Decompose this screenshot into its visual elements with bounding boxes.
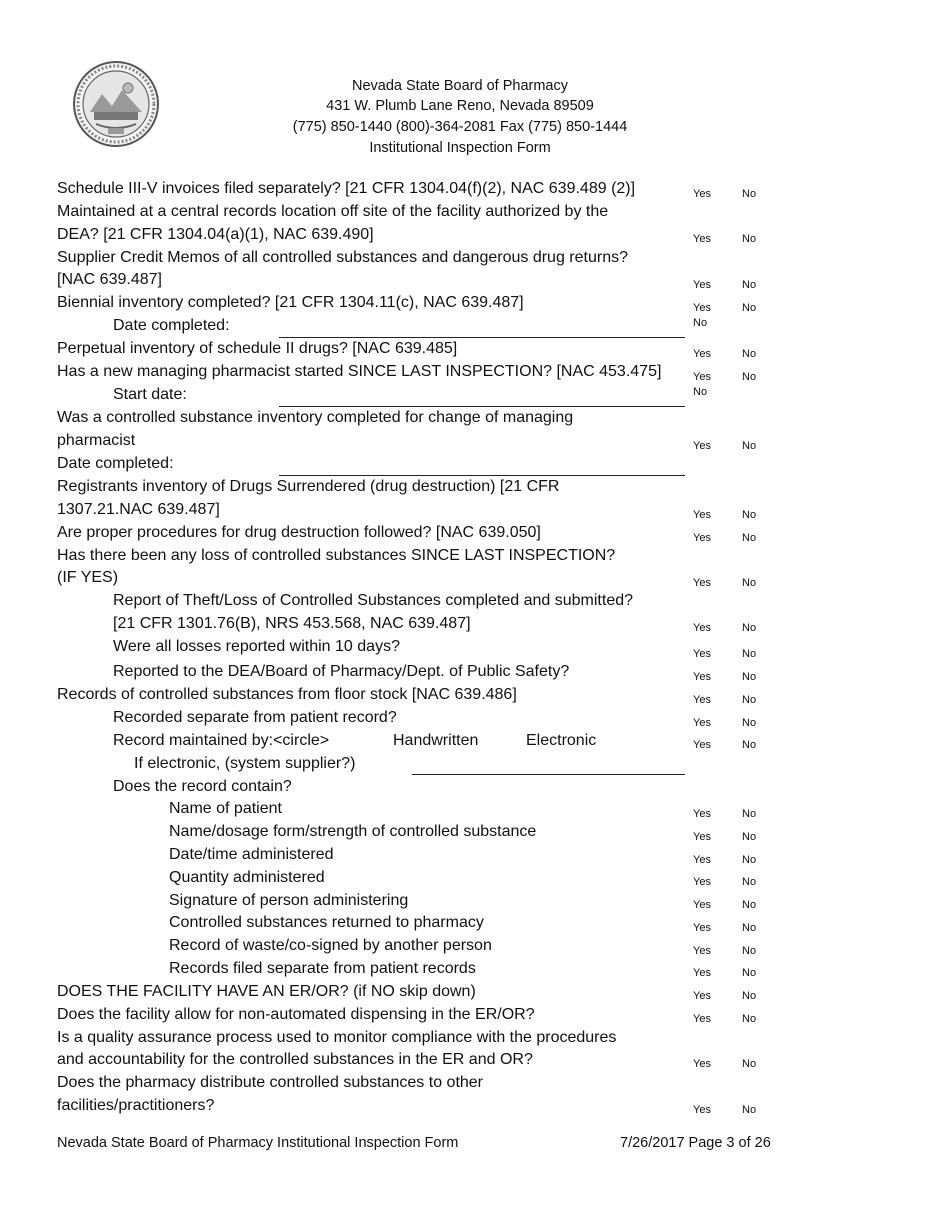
header-phone: (775) 850-1440 (800)-364-2081 Fax (775) 850-1444: [292, 119, 628, 135]
no-option[interactable]: No: [742, 899, 757, 911]
yes-option[interactable]: Yes: [693, 648, 711, 660]
no-option[interactable]: No: [742, 648, 757, 660]
field-label: Date completed:: [57, 455, 174, 472]
question-text: Biennial inventory completed? [21 CFR 1304.11(c), NAC 639.487]: [57, 294, 524, 311]
yes-option[interactable]: Yes: [693, 302, 711, 314]
question-text: 1307.21.NAC 639.487]: [57, 501, 220, 518]
no-option[interactable]: No: [742, 348, 757, 360]
no-option[interactable]: No: [742, 717, 757, 729]
yes-option[interactable]: Yes: [693, 922, 711, 934]
date-completed-line[interactable]: [279, 475, 685, 476]
yes-option[interactable]: Yes: [693, 440, 711, 452]
question-text: Has a new managing pharmacist started SINCE LAST INSPECTION? [NAC 453.475]: [57, 363, 662, 380]
question-text: Name of patient: [169, 800, 282, 817]
yes-option[interactable]: Yes: [693, 945, 711, 957]
question-text: Record of waste/co-signed by another person: [169, 937, 492, 954]
no-option[interactable]: No: [742, 967, 757, 979]
yes-option[interactable]: Yes: [693, 1058, 711, 1070]
yes-option[interactable]: Yes: [693, 577, 711, 589]
question-text: [21 CFR 1301.76(B), NRS 453.568, NAC 639.487]: [113, 615, 471, 632]
question-text: Has there been any loss of controlled substances SINCE LAST INSPECTION?: [57, 547, 616, 564]
question-text: Perpetual inventory of schedule II drugs? [NAC 639.485]: [57, 340, 458, 357]
question-text: Name/dosage form/strength of controlled substance: [169, 823, 537, 840]
yes-option[interactable]: Yes: [693, 509, 711, 521]
no-option[interactable]: No: [742, 739, 757, 751]
no-option[interactable]: No: [693, 386, 708, 398]
question-text: Recorded separate from patient record?: [113, 709, 397, 726]
question-text: Records filed separate from patient records: [169, 960, 476, 977]
option-handwritten[interactable]: Handwritten: [393, 732, 479, 749]
yes-option[interactable]: Yes: [693, 279, 711, 291]
yes-option[interactable]: Yes: [693, 348, 711, 360]
yes-option[interactable]: Yes: [693, 622, 711, 634]
yes-option[interactable]: Yes: [693, 854, 711, 866]
no-option[interactable]: No: [742, 279, 757, 291]
question-text: Date/time administered: [169, 846, 334, 863]
question-text: Were all losses reported within 10 days?: [113, 638, 400, 655]
option-electronic[interactable]: Electronic: [526, 732, 597, 749]
yes-option[interactable]: Yes: [693, 188, 711, 200]
no-option[interactable]: No: [742, 622, 757, 634]
field-label: Date completed:: [113, 317, 230, 334]
yes-option[interactable]: Yes: [693, 371, 711, 383]
yes-option[interactable]: Yes: [693, 876, 711, 888]
no-option[interactable]: No: [742, 945, 757, 957]
header-address: 431 W. Plumb Lane Reno, Nevada 89509: [326, 98, 594, 114]
question-text: pharmacist: [57, 432, 136, 449]
yes-option[interactable]: Yes: [693, 739, 711, 751]
yes-option[interactable]: Yes: [693, 1013, 711, 1025]
question-text: Supplier Credit Memos of all controlled substances and dangerous drug returns?: [57, 249, 628, 266]
no-option[interactable]: No: [742, 532, 757, 544]
no-option[interactable]: No: [742, 509, 757, 521]
question-text: Maintained at a central records location off site of the facility authorized by the: [57, 203, 609, 220]
question-text: Does the facility allow for non-automated dispensing in the ER/OR?: [57, 1006, 535, 1023]
question-text: Records of controlled substances from floor stock [NAC 639.486]: [57, 686, 517, 703]
yes-option[interactable]: Yes: [693, 990, 711, 1002]
question-text: and accountability for the controlled substances in the ER and OR?: [57, 1051, 533, 1068]
question-text: [NAC 639.487]: [57, 271, 162, 288]
no-option[interactable]: No: [742, 233, 757, 245]
question-text: DEA? [21 CFR 1304.04(a)(1), NAC 639.490]: [57, 226, 374, 243]
yes-option[interactable]: Yes: [693, 808, 711, 820]
no-option[interactable]: No: [742, 1104, 757, 1116]
question-text: Are proper procedures for drug destruction followed? [NAC 639.050]: [57, 524, 541, 541]
question-text: Schedule III-V invoices filed separately? [21 CFR 1304.04(f)(2), NAC 639.489 (2)]: [57, 180, 636, 197]
question-text: Is a quality assurance process used to monitor compliance with the procedures: [57, 1029, 617, 1046]
yes-option[interactable]: Yes: [693, 967, 711, 979]
yes-option[interactable]: Yes: [693, 899, 711, 911]
no-option[interactable]: No: [742, 831, 757, 843]
question-text: Reported to the DEA/Board of Pharmacy/Dept. of Public Safety?: [113, 663, 570, 680]
no-option[interactable]: No: [742, 854, 757, 866]
yes-option[interactable]: Yes: [693, 831, 711, 843]
question-text: Signature of person administering: [169, 892, 409, 909]
field-label: If electronic, (system supplier?): [134, 755, 356, 772]
question-text: Quantity administered: [169, 869, 325, 886]
no-option[interactable]: No: [742, 922, 757, 934]
system-supplier-line[interactable]: [412, 774, 685, 775]
question-text: facilities/practitioners?: [57, 1097, 215, 1114]
start-date-line[interactable]: [279, 406, 685, 407]
no-option[interactable]: No: [742, 990, 757, 1002]
question-text: Was a controlled substance inventory completed for change of managing: [57, 409, 574, 426]
no-option[interactable]: No: [742, 371, 757, 383]
no-option[interactable]: No: [742, 188, 757, 200]
yes-option[interactable]: Yes: [693, 233, 711, 245]
question-text: Controlled substances returned to pharmacy: [169, 914, 484, 931]
no-option[interactable]: No: [693, 317, 708, 329]
no-option[interactable]: No: [742, 671, 757, 683]
yes-option[interactable]: Yes: [693, 717, 711, 729]
question-text: (IF YES): [57, 569, 119, 586]
footer-form-name: Nevada State Board of Pharmacy Institutional Inspection Form: [57, 1135, 459, 1151]
no-option[interactable]: No: [742, 1058, 757, 1070]
yes-option[interactable]: Yes: [693, 532, 711, 544]
nevada-state-seal: [72, 60, 160, 148]
header-org-name: Nevada State Board of Pharmacy: [351, 78, 568, 94]
no-option[interactable]: No: [742, 1013, 757, 1025]
date-completed-line[interactable]: [279, 337, 685, 338]
field-label: Start date:: [113, 386, 187, 403]
yes-option[interactable]: Yes: [693, 1104, 711, 1116]
no-option[interactable]: No: [742, 694, 757, 706]
question-text: DOES THE FACILITY HAVE AN ER/OR? (if NO skip down): [57, 983, 476, 1000]
footer-date-page: 7/26/2017 Page 3 of 26: [620, 1135, 771, 1151]
no-option[interactable]: No: [742, 876, 757, 888]
question-text: Report of Theft/Loss of Controlled Substances completed and submitted?: [113, 592, 634, 609]
no-option[interactable]: No: [742, 302, 757, 314]
no-option[interactable]: No: [742, 577, 757, 589]
header-form-title: Institutional Inspection Form: [369, 140, 551, 156]
yes-option[interactable]: Yes: [693, 671, 711, 683]
no-option[interactable]: No: [742, 440, 757, 452]
no-option[interactable]: No: [742, 808, 757, 820]
yes-option[interactable]: Yes: [693, 694, 711, 706]
question-text: Does the record contain?: [113, 778, 292, 795]
question-text: Does the pharmacy distribute controlled substances to other: [57, 1074, 484, 1091]
question-text: Registrants inventory of Drugs Surrendered (drug destruction) [21 CFR: [57, 478, 560, 495]
field-label: Record maintained by:<circle>: [113, 732, 330, 749]
